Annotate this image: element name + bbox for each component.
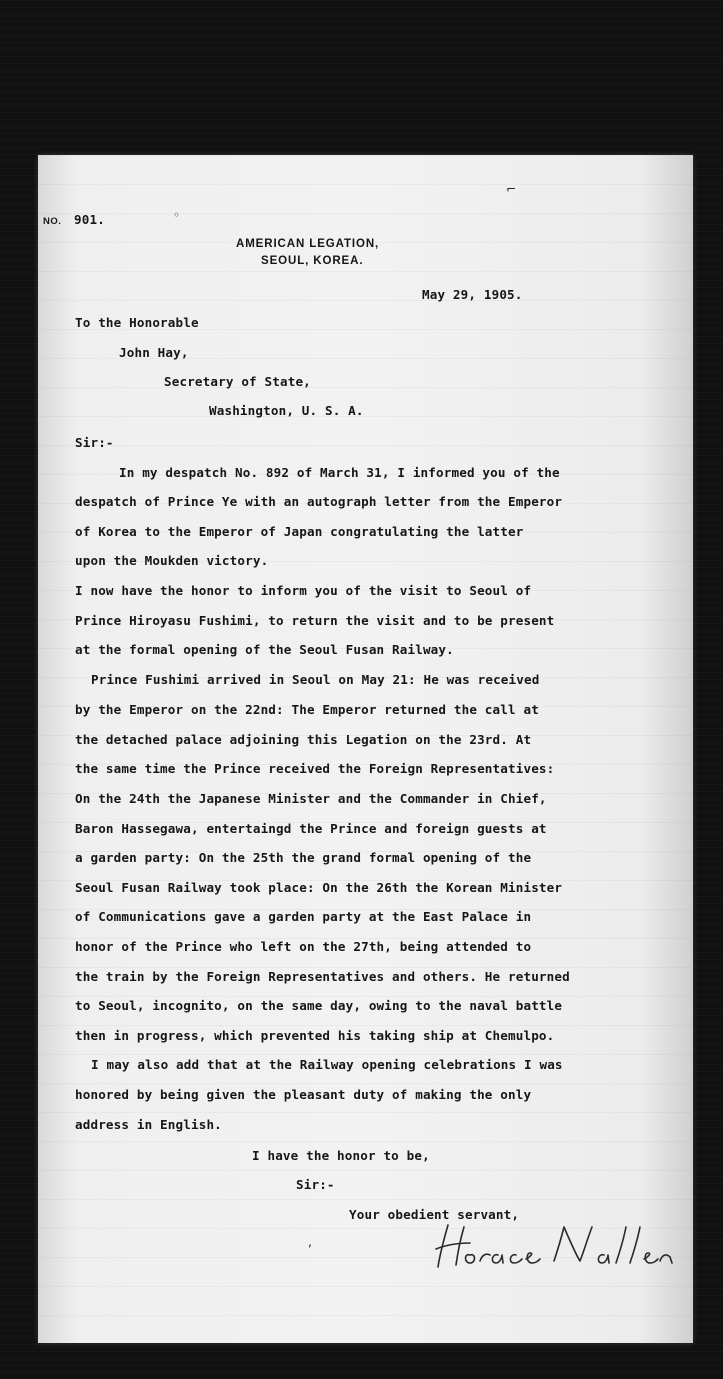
letter-date: May 29, 1905. bbox=[422, 287, 523, 302]
body-line: I now have the honor to inform you of the visit to Seoul of bbox=[75, 583, 532, 598]
body-line: honor of the Prince who left on the 27th, being attended to bbox=[75, 939, 532, 954]
body-line: by the Emperor on the 22nd: The Emperor returned the call at bbox=[75, 702, 539, 717]
body-line: Prince Hiroyasu Fushimi, to return the visit and to be present bbox=[75, 613, 555, 628]
address-line-2: John Hay, bbox=[119, 345, 189, 360]
closing-line-1: I have the honor to be, bbox=[252, 1148, 430, 1163]
body-line: to Seoul, incognito, on the same day, owing to the naval battle bbox=[75, 998, 563, 1013]
legation-heading: AMERICAN LEGATION, bbox=[236, 238, 380, 250]
body-line: the same time the Prince received the Foreign Representatives: bbox=[75, 761, 555, 776]
body-line: Seoul Fusan Railway took place: On the 26th the Korean Minister bbox=[75, 880, 563, 895]
body-line: In my despatch No. 892 of March 31, I informed you of the bbox=[119, 465, 560, 480]
body-line: I may also add that at the Railway opening celebrations I was bbox=[91, 1057, 563, 1072]
address-line-4: Washington, U. S. A. bbox=[209, 403, 364, 418]
body-line: Prince Fushimi arrived in Seoul on May 21: He was received bbox=[91, 672, 540, 687]
legation-location: SEOUL, KOREA. bbox=[261, 255, 364, 267]
body-line: of Communications gave a garden party at the East Palace in bbox=[75, 909, 532, 924]
body-line: upon the Moukden victory. bbox=[75, 553, 269, 568]
salutation: Sir:- bbox=[75, 435, 114, 450]
body-line: address in English. bbox=[75, 1117, 222, 1132]
handwritten-signature bbox=[430, 1215, 680, 1285]
body-line: On the 24th the Japanese Minister and the Commander in Chief, bbox=[75, 791, 547, 806]
despatch-no-label: NO. bbox=[43, 216, 62, 227]
body-line: then in progress, which prevented his taking ship at Chemulpo. bbox=[75, 1028, 555, 1043]
closing-line-3: Your obedient servant, bbox=[349, 1207, 520, 1222]
body-line: the detached palace adjoining this Legation on the 23rd. At bbox=[75, 732, 532, 747]
address-line-3: Secretary of State, bbox=[164, 374, 311, 389]
ink-mark: ⌐ bbox=[506, 182, 517, 196]
ink-mark: ‚ bbox=[308, 1235, 312, 1249]
body-line: a garden party: On the 25th the grand formal opening of the bbox=[75, 850, 532, 865]
address-line-1: To the Honorable bbox=[75, 315, 199, 330]
body-line: despatch of Prince Ye with an autograph letter from the Emperor bbox=[75, 494, 563, 509]
despatch-number: 901. bbox=[74, 212, 105, 227]
letter-page bbox=[38, 155, 693, 1343]
closing-line-2: Sir:- bbox=[296, 1177, 335, 1192]
body-line: honored by being given the pleasant duty of making the only bbox=[75, 1087, 532, 1102]
body-line: at the formal opening of the Seoul Fusan Railway. bbox=[75, 642, 454, 657]
body-line: of Korea to the Emperor of Japan congratulating the latter bbox=[75, 524, 524, 539]
body-line: the train by the Foreign Representatives and others. He returned bbox=[75, 969, 570, 984]
body-line: Baron Hassegawa, entertaingd the Prince and foreign guests at bbox=[75, 821, 547, 836]
ink-mark: ◦ bbox=[173, 208, 181, 222]
